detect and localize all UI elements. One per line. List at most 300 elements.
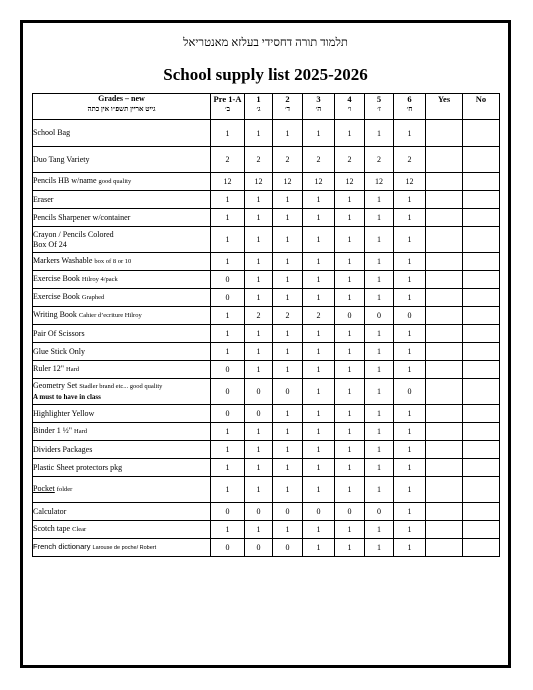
table-row (33, 379, 500, 405)
table-row (33, 423, 500, 441)
item-name: Eraser (33, 194, 54, 204)
quantity-cell: 1 (335, 477, 365, 503)
item-name-line2: Box Of 24 (33, 239, 67, 249)
quantity-cell: 1 (335, 405, 365, 423)
no-checkbox-cell[interactable] (463, 173, 500, 191)
quantity-cell: 1 (211, 441, 245, 459)
quantity-cell: 1 (245, 325, 273, 343)
yes-checkbox-cell[interactable] (426, 289, 463, 307)
yes-checkbox-cell[interactable] (426, 477, 463, 503)
quantity-cell: 1 (365, 405, 394, 423)
quantity-cell: 1 (273, 343, 303, 361)
yes-checkbox-cell[interactable] (426, 271, 463, 289)
quantity-cell: 1 (245, 120, 273, 147)
quantity-cell: 1 (211, 307, 245, 325)
yes-checkbox-cell[interactable] (426, 173, 463, 191)
item-cell (33, 253, 211, 271)
yes-checkbox-cell[interactable] (426, 307, 463, 325)
quantity-cell: 1 (273, 521, 303, 539)
yes-checkbox-cell[interactable] (426, 343, 463, 361)
item-cell (33, 173, 211, 191)
no-checkbox-cell[interactable] (463, 521, 500, 539)
quantity-cell: 1 (273, 209, 303, 227)
quantity-cell: 1 (335, 271, 365, 289)
item-name: Writing Book (33, 310, 77, 319)
yes-checkbox-cell[interactable] (426, 227, 463, 253)
item-name: Markers Washable (33, 256, 93, 265)
no-checkbox-cell[interactable] (463, 120, 500, 147)
quantity-cell: 1 (394, 361, 426, 379)
no-checkbox-cell[interactable] (463, 307, 500, 325)
quantity-cell: 1 (335, 227, 365, 253)
quantity-cell: 1 (394, 289, 426, 307)
quantity-cell: 1 (245, 423, 273, 441)
quantity-cell: 1 (303, 477, 335, 503)
grade-label: 5 (376, 94, 382, 104)
table-row (33, 343, 500, 361)
quantity-cell: 1 (303, 209, 335, 227)
item-note: Cahier d’ecriture Hilroy (78, 312, 142, 319)
item-name: Duo Tang Variety (33, 154, 90, 164)
quantity-cell: 2 (245, 307, 273, 325)
quantity-cell: 1 (335, 459, 365, 477)
grade-header-pre1a (211, 94, 245, 120)
school-name: תלמוד תורה דחסידי בעלזא מאנטריאל (183, 37, 348, 49)
table-row (33, 289, 500, 307)
quantity-cell: 1 (273, 253, 303, 271)
yes-column-header: Yes (426, 94, 463, 120)
quantity-cell: 1 (335, 521, 365, 539)
quantity-cell: 1 (335, 423, 365, 441)
yes-checkbox-cell[interactable] (426, 405, 463, 423)
yes-checkbox-cell[interactable] (426, 120, 463, 147)
no-checkbox-cell[interactable] (463, 459, 500, 477)
quantity-cell: 1 (394, 191, 426, 209)
quantity-cell: 2 (273, 147, 303, 173)
table-row (33, 521, 500, 539)
item-cell (33, 289, 211, 307)
quantity-cell: 0 (211, 289, 245, 307)
quantity-cell: 1 (303, 227, 335, 253)
quantity-cell: 1 (335, 191, 365, 209)
quantity-cell: 1 (335, 379, 365, 405)
item-name: Pocket (33, 484, 55, 493)
quantity-cell: 1 (245, 253, 273, 271)
quantity-cell: 1 (394, 227, 426, 253)
quantity-cell: 1 (303, 379, 335, 405)
quantity-cell: 1 (365, 477, 394, 503)
item-note: Hilroy 4/pack (81, 276, 118, 283)
grades-header-label: Grades – new (98, 94, 145, 103)
item-cell (33, 441, 211, 459)
quantity-cell: 1 (394, 120, 426, 147)
item-cell (33, 209, 211, 227)
table-row (33, 459, 500, 477)
quantity-cell: 1 (273, 227, 303, 253)
item-note: Clear (72, 526, 87, 533)
quantity-cell: 1 (365, 191, 394, 209)
table-row (33, 173, 500, 191)
table-row (33, 477, 500, 503)
quantity-cell: 1 (303, 325, 335, 343)
item-note: box of 8 or 10 (94, 258, 132, 265)
item-cell (33, 459, 211, 477)
grade-hebrew: ז׳ (377, 105, 381, 113)
quantity-cell: 0 (273, 503, 303, 521)
item-name: Highlighter Yellow (33, 408, 95, 418)
quantity-cell: 1 (211, 325, 245, 343)
quantity-cell: 1 (211, 227, 245, 253)
grade-hebrew: ח׳ (406, 105, 413, 113)
quantity-cell: 1 (273, 361, 303, 379)
no-checkbox-cell[interactable] (463, 191, 500, 209)
grade-hebrew: ו׳ (347, 105, 352, 113)
item-cell (33, 147, 211, 173)
quantity-cell: 1 (303, 441, 335, 459)
grade-label: Pre 1-A (213, 94, 242, 104)
quantity-cell: 1 (394, 325, 426, 343)
grade-label: 6 (407, 94, 412, 104)
quantity-cell: 1 (245, 191, 273, 209)
no-checkbox-cell[interactable] (463, 423, 500, 441)
quantity-cell: 12 (365, 173, 394, 191)
item-cell (33, 477, 211, 503)
grade-header-2 (273, 94, 303, 120)
yes-checkbox-cell[interactable] (426, 441, 463, 459)
item-note: Hard (66, 366, 80, 373)
no-checkbox-cell[interactable] (463, 343, 500, 361)
item-name: Exercise Book (33, 274, 80, 283)
quantity-cell: 0 (394, 379, 426, 405)
quantity-cell: 1 (303, 191, 335, 209)
item-cell (33, 503, 211, 521)
quantity-cell: 1 (394, 503, 426, 521)
item-name: Pair Of Scissors (33, 328, 85, 338)
quantity-cell: 1 (245, 521, 273, 539)
grade-label: 1 (256, 94, 261, 104)
yes-checkbox-cell[interactable] (426, 209, 463, 227)
quantity-cell: 1 (273, 271, 303, 289)
quantity-cell: 2 (303, 307, 335, 325)
quantity-cell: 1 (335, 539, 365, 557)
item-name: Scotch tape (33, 524, 71, 533)
yes-checkbox-cell[interactable] (426, 361, 463, 379)
quantity-cell: 1 (273, 120, 303, 147)
quantity-cell: 2 (394, 147, 426, 173)
item-cell (33, 271, 211, 289)
yes-checkbox-cell[interactable] (426, 459, 463, 477)
yes-checkbox-cell[interactable] (426, 539, 463, 557)
no-checkbox-cell[interactable] (463, 441, 500, 459)
supply-table (32, 93, 500, 557)
quantity-cell: 2 (245, 147, 273, 173)
grade-hebrew: ד׳ (285, 105, 290, 113)
quantity-cell: 1 (303, 120, 335, 147)
quantity-cell: 1 (365, 227, 394, 253)
quantity-cell: 1 (365, 289, 394, 307)
yes-checkbox-cell[interactable] (426, 325, 463, 343)
quantity-cell: 1 (273, 289, 303, 307)
table-row (33, 325, 500, 343)
quantity-cell: 1 (245, 271, 273, 289)
quantity-cell: 0 (211, 405, 245, 423)
quantity-cell: 1 (335, 120, 365, 147)
item-name: Crayon / Pencils Colored (33, 229, 114, 239)
item-note: Graphed (81, 294, 105, 301)
grade-header-3 (303, 94, 335, 120)
quantity-cell: 1 (245, 477, 273, 503)
quantity-cell: 0 (273, 539, 303, 557)
quantity-cell: 1 (273, 423, 303, 441)
item-name: Pencils HB w/name (33, 176, 97, 185)
table-row (33, 441, 500, 459)
yes-checkbox-cell[interactable] (426, 521, 463, 539)
quantity-cell: 1 (394, 459, 426, 477)
item-cell (33, 405, 211, 423)
grade-hebrew: ג׳ (256, 105, 261, 113)
quantity-cell: 1 (394, 405, 426, 423)
no-checkbox-cell[interactable] (463, 503, 500, 521)
quantity-cell: 0 (211, 503, 245, 521)
no-checkbox-cell[interactable] (463, 271, 500, 289)
item-name: Glue Stick Only (33, 346, 85, 356)
table-row (33, 191, 500, 209)
quantity-cell: 0 (365, 307, 394, 325)
grade-hebrew: ב׳ (225, 105, 230, 113)
item-note: Larouse de poche/ Robert (92, 545, 157, 551)
item-cell (33, 343, 211, 361)
quantity-cell: 1 (365, 271, 394, 289)
item-cell (33, 361, 211, 379)
item-cell (33, 379, 211, 405)
no-checkbox-cell[interactable] (463, 539, 500, 557)
quantity-cell: 12 (335, 173, 365, 191)
no-checkbox-cell[interactable] (463, 405, 500, 423)
quantity-cell: 1 (273, 325, 303, 343)
quantity-cell: 1 (394, 521, 426, 539)
yes-checkbox-cell[interactable] (426, 147, 463, 173)
item-name: Binder 1 ½" (33, 426, 73, 435)
quantity-cell: 0 (335, 503, 365, 521)
quantity-cell: 1 (303, 539, 335, 557)
quantity-cell: 1 (365, 361, 394, 379)
quantity-cell: 1 (303, 423, 335, 441)
quantity-cell: 1 (303, 343, 335, 361)
table-row (33, 307, 500, 325)
quantity-cell: 1 (273, 191, 303, 209)
quantity-cell: 1 (303, 361, 335, 379)
quantity-cell: 1 (335, 253, 365, 271)
quantity-cell: 1 (211, 191, 245, 209)
quantity-cell: 0 (211, 539, 245, 557)
quantity-cell: 1 (335, 209, 365, 227)
quantity-cell: 1 (394, 423, 426, 441)
quantity-cell: 1 (245, 361, 273, 379)
table-row (33, 253, 500, 271)
quantity-cell: 1 (365, 521, 394, 539)
quantity-cell: 12 (303, 173, 335, 191)
item-name: Dividers Packages (33, 444, 93, 454)
table-row (33, 361, 500, 379)
quantity-cell: 1 (394, 209, 426, 227)
no-checkbox-cell[interactable] (463, 227, 500, 253)
grade-header-1 (245, 94, 273, 120)
grade-label: 3 (316, 94, 321, 104)
grades-header-hebrew: גייט אריין תשפ״ו אין כתה (87, 105, 156, 113)
quantity-cell: 0 (303, 503, 335, 521)
table-row (33, 539, 500, 557)
no-checkbox-cell[interactable] (463, 325, 500, 343)
item-name: Ruler 12" (33, 364, 65, 373)
quantity-cell: 2 (211, 147, 245, 173)
quantity-cell: 1 (303, 405, 335, 423)
yes-checkbox-cell[interactable] (426, 253, 463, 271)
yes-checkbox-cell[interactable] (426, 503, 463, 521)
grade-header-5 (365, 94, 394, 120)
yes-checkbox-cell[interactable] (426, 423, 463, 441)
quantity-cell: 1 (365, 209, 394, 227)
item-cell (33, 423, 211, 441)
item-name: Exercise Book (33, 292, 80, 301)
no-checkbox-cell[interactable] (463, 253, 500, 271)
no-checkbox-cell[interactable] (463, 379, 500, 405)
item-cell (33, 120, 211, 147)
quantity-cell: 1 (303, 459, 335, 477)
quantity-cell: 1 (273, 477, 303, 503)
no-checkbox-cell[interactable] (463, 289, 500, 307)
quantity-cell: 1 (211, 459, 245, 477)
quantity-cell: 1 (394, 441, 426, 459)
yes-checkbox-cell[interactable] (426, 191, 463, 209)
no-checkbox-cell[interactable] (463, 477, 500, 503)
quantity-cell: 1 (245, 459, 273, 477)
quantity-cell: 1 (365, 325, 394, 343)
quantity-cell: 1 (365, 423, 394, 441)
quantity-cell: 1 (394, 477, 426, 503)
table-row (33, 227, 500, 253)
quantity-cell: 1 (394, 343, 426, 361)
item-note: good quality (98, 178, 132, 185)
grade-header-4 (335, 94, 365, 120)
page-title: School supply list 2025-2026 (163, 65, 368, 84)
quantity-cell: 1 (211, 521, 245, 539)
quantity-cell: 1 (273, 405, 303, 423)
quantity-cell: 1 (211, 253, 245, 271)
quantity-cell: 1 (245, 441, 273, 459)
quantity-cell: 1 (303, 521, 335, 539)
quantity-cell: 1 (394, 253, 426, 271)
quantity-cell: 1 (211, 209, 245, 227)
page-border (20, 20, 511, 668)
item-cell (33, 307, 211, 325)
grades-column-header (33, 94, 211, 120)
quantity-cell: 0 (211, 379, 245, 405)
no-checkbox-cell[interactable] (463, 209, 500, 227)
item-name: Calculator (33, 506, 67, 516)
item-name: Pencils Sharpener w/container (33, 212, 131, 222)
quantity-cell: 0 (211, 271, 245, 289)
yes-checkbox-cell[interactable] (426, 379, 463, 405)
item-name: Plastic Sheet protectors pkg (33, 462, 123, 472)
table-row (33, 405, 500, 423)
item-cell (33, 539, 211, 557)
quantity-cell: 1 (273, 459, 303, 477)
table-row (33, 503, 500, 521)
table-row (33, 271, 500, 289)
quantity-cell: 0 (245, 503, 273, 521)
quantity-cell: 1 (335, 361, 365, 379)
quantity-cell: 1 (394, 271, 426, 289)
quantity-cell: 1 (365, 120, 394, 147)
quantity-cell: 1 (394, 539, 426, 557)
quantity-cell: 0 (245, 379, 273, 405)
quantity-cell: 1 (365, 343, 394, 361)
table-row (33, 209, 500, 227)
quantity-cell: 0 (245, 539, 273, 557)
quantity-cell: 1 (335, 325, 365, 343)
item-name: Geometry Set (33, 381, 78, 390)
no-checkbox-cell[interactable] (463, 147, 500, 173)
table-row (33, 120, 500, 147)
quantity-cell: 1 (211, 477, 245, 503)
grade-label: 4 (347, 94, 352, 104)
table-header-row (33, 94, 500, 120)
quantity-cell: 0 (365, 503, 394, 521)
grade-hebrew: ה׳ (315, 105, 322, 113)
grade-label: 2 (285, 94, 290, 104)
quantity-cell: 1 (273, 441, 303, 459)
quantity-cell: 1 (303, 289, 335, 307)
no-column-header: No (463, 94, 500, 120)
quantity-cell: 1 (365, 379, 394, 405)
item-note: Stadler brand etc... good quality (79, 383, 163, 390)
quantity-cell: 1 (303, 271, 335, 289)
quantity-cell: 1 (365, 441, 394, 459)
quantity-cell: 1 (211, 120, 245, 147)
item-note: folder (56, 486, 73, 493)
item-cell (33, 325, 211, 343)
item-cell (33, 227, 211, 253)
quantity-cell: 1 (365, 539, 394, 557)
quantity-cell: 1 (211, 423, 245, 441)
item-note: Hard (74, 428, 88, 435)
quantity-cell: 1 (245, 289, 273, 307)
quantity-cell: 12 (245, 173, 273, 191)
quantity-cell: 1 (303, 253, 335, 271)
quantity-cell: 0 (335, 307, 365, 325)
item-name: School Bag (33, 128, 71, 137)
quantity-cell: 1 (245, 343, 273, 361)
quantity-cell: 12 (273, 173, 303, 191)
quantity-cell: 1 (335, 441, 365, 459)
quantity-cell: 0 (273, 379, 303, 405)
item-name: French dictionary (33, 542, 91, 551)
item-requirement: A must to have in class (33, 393, 101, 401)
quantity-cell: 12 (394, 173, 426, 191)
quantity-cell: 2 (273, 307, 303, 325)
quantity-cell: 12 (211, 173, 245, 191)
grade-header-6 (394, 94, 426, 120)
quantity-cell: 2 (365, 147, 394, 173)
quantity-cell: 1 (335, 289, 365, 307)
quantity-cell: 0 (245, 405, 273, 423)
quantity-cell: 1 (365, 459, 394, 477)
item-cell (33, 521, 211, 539)
item-cell (33, 191, 211, 209)
quantity-cell: 1 (245, 227, 273, 253)
quantity-cell: 0 (394, 307, 426, 325)
no-checkbox-cell[interactable] (463, 361, 500, 379)
